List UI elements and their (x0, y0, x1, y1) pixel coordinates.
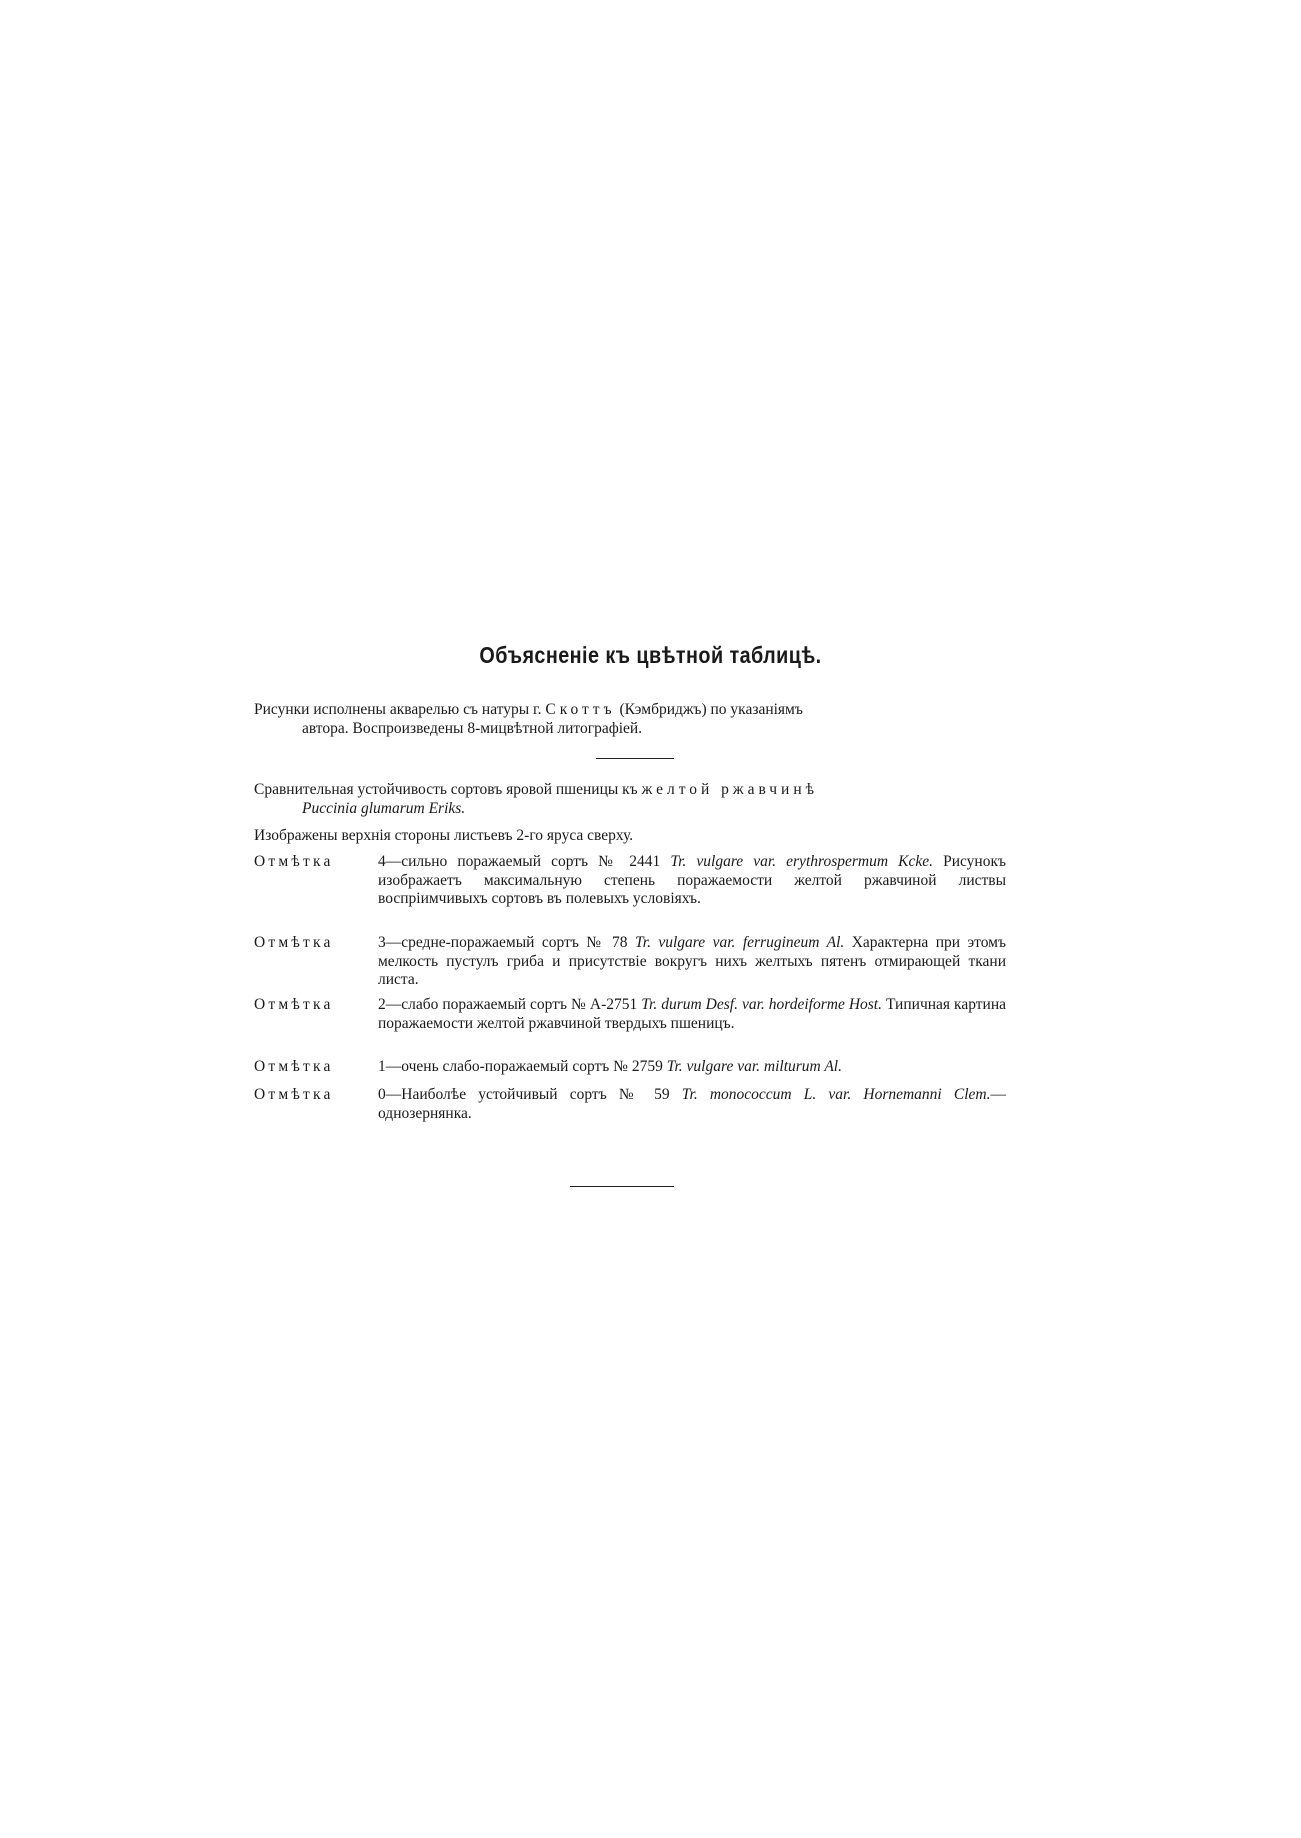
grade-number: 3 (378, 934, 386, 951)
grade-entry-4 (254, 853, 1006, 909)
grade-text-a: —очень слабо-поражаемый сортъ № 2759 (385, 1058, 667, 1075)
grade-body (378, 1086, 1006, 1123)
grade-label: Отмѣтка (254, 853, 334, 870)
grade-label: Отмѣтка (254, 996, 334, 1013)
grade-latin: Tr. monococcum L. var. Hornemanni Clem. (681, 1086, 991, 1103)
page-title: Объясненіе къ цвѣтной таблицѣ. (479, 642, 822, 668)
grade-body (378, 853, 1006, 909)
grade-text-a: —слабо поражаемый сортъ № А-2751 (385, 996, 642, 1013)
artist-name: Скоттъ (545, 701, 616, 718)
grade-body (378, 996, 1006, 1033)
intro-text-1: Рисунки исполнены акварелью съ натуры г. (254, 701, 542, 718)
divider-top (596, 758, 674, 759)
grade-entry-1 (254, 1058, 1006, 1077)
grade-entry-2 (254, 996, 1006, 1033)
grade-latin: Tr. vulgare var. milturum Al. (666, 1058, 842, 1075)
grade-number: 4 (378, 853, 386, 870)
shown-paragraph: Изображены верхнія стороны листьевъ 2-го яруса сверху. (254, 827, 634, 844)
grade-text-b: Типичная картина поражаемости желтой ржавчиной твердыхъ пшеницъ. (378, 996, 1007, 1032)
grade-text-b: —однозернянка. (378, 1086, 1006, 1122)
divider-bottom (570, 1186, 674, 1187)
grade-text-a: —Наиболѣе устойчивый сортъ № 59 (385, 1086, 682, 1103)
grade-entry-3 (254, 934, 1006, 990)
grade-label: Отмѣтка (254, 1086, 334, 1103)
subject-paragraph (254, 780, 1006, 818)
grade-text-a: —средне-поражаемый сортъ № 78 (385, 934, 635, 951)
grade-number: 1 (378, 1058, 386, 1075)
grade-latin: Tr. durum Desf. var. hordeiforme Host. (641, 996, 882, 1013)
grade-label: Отмѣтка (254, 1058, 334, 1075)
grade-latin: Tr. vulgare var. erythrospermum Kcke. (670, 853, 933, 870)
intro-text-2: (Кэмбриджъ) по указаніямъ (619, 701, 803, 718)
subject-text: Сравнительная устойчивость сортовъ яровой пшеницы къ (254, 781, 638, 798)
intro-text-3: автора. Воспроизведены 8-мицвѣтной литографіей. (302, 720, 643, 737)
grade-text-b: Характерна при этомъ мелкость пустулъ гриба и присутствіе вокругъ нихъ желтыхъ пятенъ отмирающей ткани листа. (378, 934, 1007, 988)
grade-latin: Tr. vulgare var. ferrugineum Al. (634, 934, 845, 951)
grade-text-b: Рисунокъ изображаетъ максимальную степень поражаемости желтой ржавчиной листвы воспріимчивыхъ сортовъ въ полевыхъ условіяхъ. (378, 853, 1007, 907)
intro-paragraph (254, 700, 1006, 738)
grade-label: Отмѣтка (254, 934, 334, 951)
grade-body (378, 1058, 1006, 1077)
grade-text-a: —сильно поражаемый сортъ № 2441 (385, 853, 671, 870)
subject-latin: Puccinia glumarum Eriks. (302, 800, 466, 817)
grade-number: 0 (378, 1086, 386, 1103)
grade-entry-0 (254, 1086, 1006, 1123)
grade-body (378, 934, 1006, 990)
rust-name: желтой ржавчинѣ (641, 781, 819, 798)
grade-number: 2 (378, 996, 386, 1013)
